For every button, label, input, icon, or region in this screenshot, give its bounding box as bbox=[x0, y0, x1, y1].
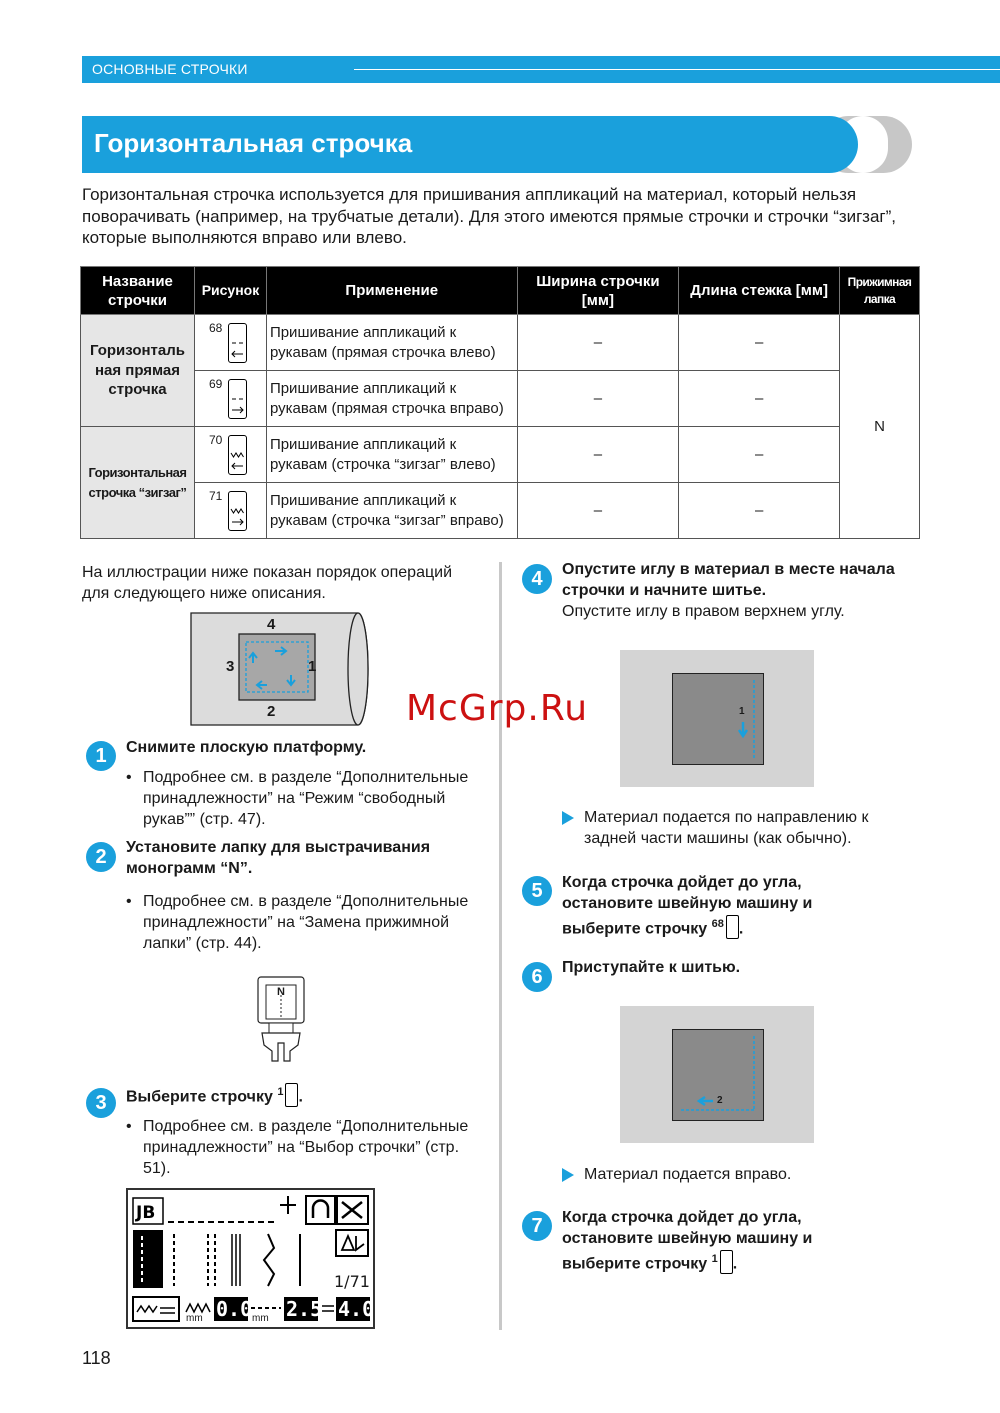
application-cell: Пришивание аппликаций к рукавам (прямая строчка вправо) bbox=[266, 371, 517, 427]
foot-cell: N bbox=[839, 315, 919, 539]
stitch-picture bbox=[194, 371, 266, 427]
foot-letter: N bbox=[277, 986, 285, 998]
table-row bbox=[81, 427, 920, 483]
step-3-heading bbox=[126, 1082, 476, 1107]
step-3-end: . bbox=[298, 1088, 303, 1106]
lcd-screen bbox=[126, 1188, 375, 1329]
diagram-label-right: 1 bbox=[308, 658, 317, 675]
step-4-heading: Опустите иглу в материал в месте начала строчки и начните шитье. bbox=[562, 561, 895, 599]
diagram-label-bottom: 2 bbox=[267, 703, 276, 720]
bullet-dot: • bbox=[126, 769, 132, 786]
width-cell: – bbox=[517, 427, 679, 483]
title-banner bbox=[82, 116, 858, 173]
step-1-badge: 1 bbox=[86, 741, 116, 771]
figure-label: 2 bbox=[717, 1095, 723, 1106]
lcd-width-value: 0.0 bbox=[216, 1297, 253, 1321]
stitch-number: 70 bbox=[208, 433, 223, 447]
step-5-heading bbox=[562, 872, 862, 939]
svg-text:JB: JB bbox=[136, 1203, 156, 1223]
header-width: Ширина строчки [мм] bbox=[517, 267, 679, 315]
application-cell: Пришивание аппликаций к рукавам (строчка “зигзаг” вправо) bbox=[266, 483, 517, 539]
section-header-bar bbox=[82, 56, 1000, 83]
illustration-intro: На иллюстрации ниже показан порядок операций для следующего ниже описания. bbox=[82, 564, 453, 602]
length-cell: – bbox=[679, 371, 840, 427]
stitch-group-name: Горизонтальная строчка “зигзаг” bbox=[81, 427, 195, 539]
lcd-tension-value: 4.0 bbox=[338, 1297, 375, 1321]
step-6-result bbox=[584, 1164, 904, 1185]
step-5-end: . bbox=[738, 920, 744, 938]
page-title: Горизонтальная строчка bbox=[94, 128, 413, 158]
header-length: Длина стежка [мм] bbox=[679, 267, 840, 315]
bullet-dot: • bbox=[126, 1118, 132, 1135]
step-4-result bbox=[584, 807, 904, 849]
step-2-note-text: Подробнее см. в разделе “Дополнительные принадлежности” на “Замена прижимной лапки” (стр. 44). bbox=[143, 893, 469, 952]
result-arrow-icon bbox=[562, 1168, 574, 1182]
application-cell: Пришивание аппликаций к рукавам (прямая строчка влево) bbox=[266, 315, 517, 371]
table-row bbox=[81, 371, 920, 427]
lcd-length-value: 2.5 bbox=[286, 1297, 323, 1321]
step-4-text: Опустите иглу в правом верхнем углу. bbox=[562, 603, 845, 620]
step-4-badge: 4 bbox=[522, 564, 552, 594]
step-3-stitch-number: 1 bbox=[277, 1086, 284, 1098]
step-7-end: . bbox=[732, 1255, 738, 1273]
result-arrow-icon bbox=[562, 811, 574, 825]
table-header-row bbox=[81, 267, 920, 315]
figure-label: 1 bbox=[739, 706, 745, 717]
header-application: Применение bbox=[266, 267, 517, 315]
straight-stitch-icon bbox=[285, 1083, 298, 1107]
table-row bbox=[81, 483, 920, 539]
diagram-label-left: 3 bbox=[226, 658, 235, 675]
width-cell: – bbox=[517, 315, 679, 371]
stitch-picture bbox=[194, 427, 266, 483]
step-1-note-text: Подробнее см. в разделе “Дополнительные принадлежности” на “Режим “свободный рукав”” (стр. 47). bbox=[143, 769, 469, 828]
intro-paragraph: Горизонтальная строчка используется для пришивания аппликаций на материал, который нельзя поворачивать (например, на трубчатые детали). Для этого имеются прямые строчки и строчки “зигзаг”, которые выполняются вправо или влево. bbox=[82, 185, 897, 247]
step-3-badge: 3 bbox=[86, 1088, 116, 1118]
stitch-picture bbox=[194, 483, 266, 539]
stitch-right-icon bbox=[228, 379, 247, 419]
stitch-number: 71 bbox=[208, 489, 223, 503]
section-rule bbox=[354, 69, 1000, 70]
step-6-result-text: Материал подается вправо. bbox=[584, 1166, 792, 1183]
stitch-table bbox=[80, 266, 920, 539]
length-cell: – bbox=[679, 315, 840, 371]
stitch-group-name: Горизонталь ная прямая строчка bbox=[81, 315, 195, 427]
column-divider bbox=[499, 562, 502, 1330]
step-7-badge: 7 bbox=[522, 1211, 552, 1241]
step-3-note bbox=[126, 1116, 483, 1179]
page-number: 118 bbox=[82, 1348, 111, 1368]
step-5-heading-text: Когда строчка дойдет до угла, остановите швейную машину и выберите строчку bbox=[562, 874, 813, 938]
step-1-note bbox=[126, 767, 483, 830]
fabric-figure-step-4 bbox=[620, 650, 814, 787]
header-foot: Прижимная лапка bbox=[839, 267, 919, 315]
step-2-badge: 2 bbox=[86, 842, 116, 872]
zigzag-left-icon bbox=[228, 435, 247, 475]
header-name: Название строчки bbox=[81, 267, 195, 315]
step-6-badge: 6 bbox=[522, 962, 552, 992]
stitch-number: 68 bbox=[208, 321, 223, 335]
step-6-heading: Приступайте к шитью. bbox=[562, 959, 741, 976]
step-7-heading bbox=[562, 1207, 862, 1274]
stitch-left-icon bbox=[726, 915, 739, 939]
step-4-result-text: Материал подается по направлению к задней части машины (как обычно). bbox=[584, 809, 869, 847]
step-7-stitch-number: 1 bbox=[711, 1253, 718, 1265]
watermark: McGrp.Ru bbox=[406, 688, 589, 729]
zigzag-right-icon bbox=[228, 491, 247, 531]
bullet-dot: • bbox=[126, 893, 132, 910]
step-7-heading-text: Когда строчка дойдет до угла, остановите швейную машину и выберите строчку bbox=[562, 1209, 813, 1273]
presser-foot-n-illustration bbox=[254, 975, 308, 1065]
application-cell: Пришивание аппликаций к рукавам (строчка “зигзаг” влево) bbox=[266, 427, 517, 483]
step-3-note-text: Подробнее см. в разделе “Дополнительные принадлежности” на “Выбор строчки” (стр. 51). bbox=[143, 1118, 469, 1177]
lcd-unit-label: mm bbox=[252, 1313, 269, 1324]
header-picture: Рисунок bbox=[194, 267, 266, 315]
step-3-heading-text: Выберите строчку bbox=[126, 1088, 273, 1106]
lcd-page-indicator: 1/71 bbox=[334, 1272, 370, 1291]
straight-stitch-icon bbox=[720, 1250, 733, 1274]
width-cell: – bbox=[517, 371, 679, 427]
stitch-left-icon bbox=[228, 323, 247, 363]
lcd-unit-label: mm bbox=[186, 1313, 203, 1324]
stitch-picture bbox=[194, 315, 266, 371]
width-cell: – bbox=[517, 483, 679, 539]
step-2-heading: Установите лапку для выстрачивания монограмм “N”. bbox=[126, 839, 431, 877]
table-row bbox=[81, 315, 920, 371]
fabric-figure-step-6 bbox=[620, 1006, 814, 1143]
length-cell: – bbox=[679, 427, 840, 483]
step-5-stitch-number: 68 bbox=[711, 918, 724, 930]
length-cell: – bbox=[679, 483, 840, 539]
sewing-order-diagram bbox=[190, 612, 376, 726]
stitch-number: 69 bbox=[208, 377, 223, 391]
step-5-badge: 5 bbox=[522, 876, 552, 906]
section-label: ОСНОВНЫЕ СТРОЧКИ bbox=[92, 61, 248, 77]
diagram-label-top: 4 bbox=[267, 616, 276, 633]
step-1-heading: Снимите плоскую платформу. bbox=[126, 739, 367, 756]
step-2-note bbox=[126, 891, 483, 954]
